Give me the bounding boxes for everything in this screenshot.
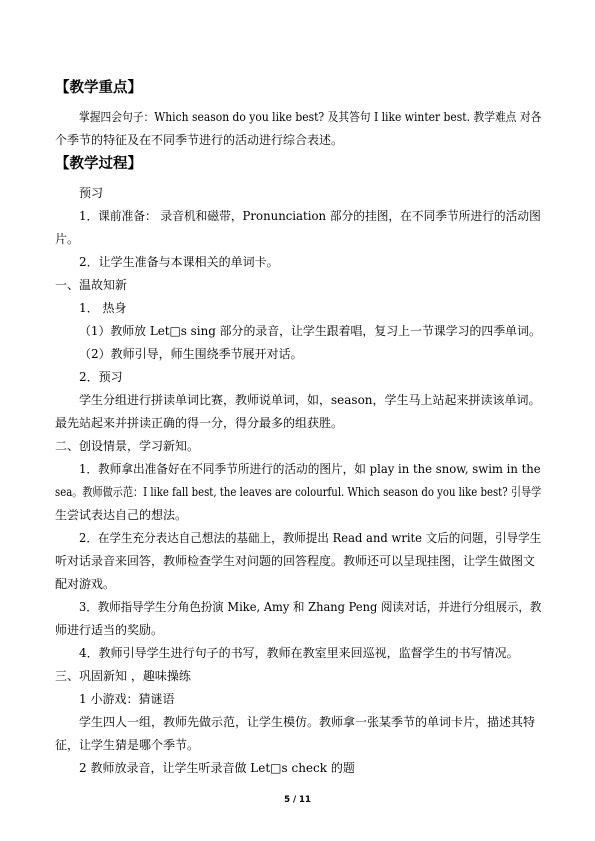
paragraph-line: 个季节的特征及在不同季节进行的活动进行综合表述。 <box>55 133 344 147</box>
paragraph-line: 学生四人一组，教师先做示范，让学生模仿。教师拿一张某季节的单词卡片，描述其特 <box>79 715 536 729</box>
page-number: 5 / 11 <box>284 795 311 805</box>
paragraph-line: 预习 <box>79 186 104 200</box>
paragraph-line: （1）教师放 Let□s sing 部分的录音，让学生跟着唱，复习上一节课学习的四季单词。 <box>79 324 541 338</box>
paragraph-line: 1． 热身 <box>79 301 127 315</box>
paragraph-line: 3．教师指导学生分角色扮演 Mike, Amy 和 Zhang Peng 阅读对话，并进行分组展示，教 <box>79 600 542 614</box>
paragraph-line: 片。 <box>55 232 80 246</box>
paragraph-line: 最先站起来并拼读正确的得一分，得分最多的组获胜。 <box>55 416 344 430</box>
paragraph-line: 4．教师引导学生进行句子的书写，教师在教室里来回巡视，监督学生的书写情况。 <box>79 646 519 660</box>
paragraph-line: 生尝试表达自己的想法。 <box>55 508 188 522</box>
paragraph-line: 2．在学生充分表达自己想法的基础上，教师提出 Read and write 文后的问题，引导学生 <box>79 531 542 545</box>
section-heading: 三、巩固新知 ，趣味操练 <box>55 669 191 683</box>
paragraph-line: （2）教师引导，师生围绕季节展开对话。 <box>79 347 303 361</box>
paragraph-line: 2．预习 <box>79 370 123 384</box>
paragraph-line: 学生分组进行拼读单词比赛，教师说单词，如，season，学生马上站起来拼读该单词。 <box>79 393 541 407</box>
paragraph-line: 2．让学生准备与本课相关的单词卡。 <box>79 255 279 269</box>
heading-key-points: 【教学重点】 <box>55 80 142 96</box>
paragraph-line: 听对话录音来回答，教师检查学生对问题的回答程度。教师还可以呈现挂图，让学生做图文 <box>55 554 536 568</box>
paragraph-line: 1．课前准备： 录音机和磁带，Pronunciation 部分的挂图，在不同季节所进行的活动图 <box>79 209 541 223</box>
paragraph-line: 配对游戏。 <box>55 577 116 591</box>
paragraph-line: 掌握四会句子：Which season do you like best? 及其答句 I like winter best. 教学难点 对各 <box>79 110 542 124</box>
section-heading: 二、创设情景，学习新知。 <box>55 439 200 453</box>
paragraph-line: 2 教师放录音，让学生听录音做 Let□s check 的题 <box>79 761 355 775</box>
paragraph-line: 师进行适当的奖励。 <box>55 623 164 637</box>
paragraph-line: 1 小游戏：猜谜语 <box>79 692 175 706</box>
paragraph-line: 1．教师拿出准备好在不同季节所进行的活动的图片，如 play in the snow, swim in the <box>79 462 541 476</box>
section-heading: 一、温故知新 <box>55 278 128 292</box>
heading-teaching-process: 【教学过程】 <box>55 156 142 172</box>
paragraph-line: sea。教师做示范：I like fall best, the leaves are colourful. Which season do you like best? 引导学 <box>55 485 542 499</box>
paragraph-line: 征，让学生猜是哪个季节。 <box>55 738 200 752</box>
